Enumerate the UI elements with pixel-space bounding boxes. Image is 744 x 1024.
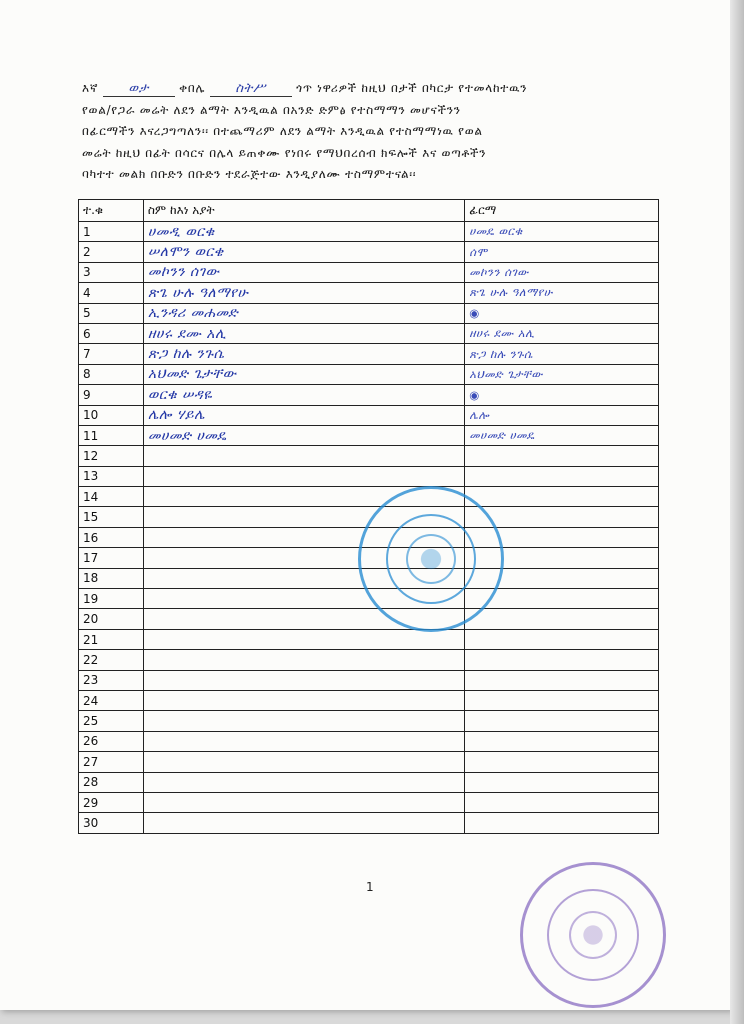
row-number (79, 385, 144, 405)
paragraph-line-3: በፊርማችን እናረጋግጣለን፡፡ በተጨማሪም ለደን ልማት እንዲዉል የተስማማነዉ የወል (82, 124, 483, 138)
table-row (79, 690, 659, 710)
row-number-text: 4 (83, 285, 91, 300)
row-number (79, 609, 144, 629)
row-number (79, 711, 144, 731)
row-signature (465, 690, 659, 710)
table-row (79, 242, 659, 262)
row-name-text: ሌሎ ሃይሌ (147, 407, 205, 424)
row-number-text: 17 (83, 550, 99, 565)
row-number (79, 487, 144, 507)
row-name-text: ሠለሞን ወርቄ (147, 244, 224, 261)
row-signature (465, 262, 659, 282)
blue-stamp-inner-ring (386, 514, 476, 604)
row-number (79, 548, 144, 568)
row-number (79, 731, 144, 751)
row-signature (465, 364, 659, 384)
header-number: ተ.ቁ (79, 200, 144, 222)
row-number-text: 5 (83, 306, 91, 321)
row-name (143, 262, 464, 282)
paragraph-line-2: የወል/የጋራ መሬት ለደን ልማት እንዲዉል በአንድ ድምፅ የተስማማን መሆናችንን (82, 102, 461, 117)
row-number (79, 242, 144, 262)
row-number-text: 18 (83, 571, 99, 586)
row-signature-text: ጽጋ ከሉ ንጉሴ (469, 346, 533, 361)
row-name (143, 792, 464, 812)
table-row (79, 446, 659, 466)
row-number-text: 20 (83, 612, 99, 627)
row-signature (465, 405, 659, 425)
table-row (79, 385, 659, 405)
row-name (143, 650, 464, 670)
row-name (143, 283, 464, 303)
table-row (79, 609, 659, 629)
signature-table (78, 199, 659, 834)
row-signature (465, 813, 659, 833)
table-row (79, 303, 659, 323)
row-number (79, 670, 144, 690)
row-name-text: ጽጋ ከሉ ንጉሴ (147, 346, 225, 363)
row-name (143, 813, 464, 833)
row-number-text: 25 (83, 714, 99, 729)
row-name (143, 446, 464, 466)
table-row (79, 283, 659, 303)
row-signature-text: ሀመዴ ወርቁ (469, 224, 523, 239)
table-row (79, 425, 659, 445)
row-number (79, 792, 144, 812)
purple-stamp-emblem (569, 911, 617, 959)
purple-stamp-inner-ring (547, 889, 639, 981)
row-name (143, 405, 464, 425)
row-number (79, 527, 144, 547)
row-signature (465, 466, 659, 486)
row-number-text: 22 (83, 652, 99, 667)
row-number-text: 11 (83, 428, 99, 443)
row-number (79, 222, 144, 242)
row-signature (465, 446, 659, 466)
row-number-text: 23 (83, 673, 99, 688)
row-name (143, 670, 464, 690)
row-name (143, 772, 464, 792)
row-signature (465, 242, 659, 262)
row-name (143, 364, 464, 384)
row-number-text: 14 (83, 489, 99, 504)
table-row (79, 262, 659, 282)
row-number-text: 30 (83, 816, 99, 831)
row-signature (465, 792, 659, 812)
row-name (143, 711, 464, 731)
row-number (79, 446, 144, 466)
row-signature (465, 711, 659, 731)
blue-official-stamp (358, 486, 504, 632)
row-signature (465, 323, 659, 343)
row-name (143, 323, 464, 343)
row-signature-text: ሌሎ (469, 407, 490, 422)
row-signature (465, 609, 659, 629)
row-number-text: 9 (83, 387, 91, 402)
agreement-paragraph (82, 78, 642, 186)
table-row (79, 405, 659, 425)
row-number (79, 752, 144, 772)
table-row (79, 792, 659, 812)
paragraph-line-1 (82, 78, 642, 100)
row-signature-text: ጽጌ ሁሉ ዓለማየሁ (469, 285, 553, 300)
row-number (79, 364, 144, 384)
table-row (79, 466, 659, 486)
row-number (79, 629, 144, 649)
row-number (79, 303, 144, 323)
row-signature-text: ሰሞ (469, 244, 488, 259)
row-signature (465, 731, 659, 751)
row-name-text: ወርቁ ሠዳዬ (147, 386, 213, 403)
header-name: ስም ከእነ አያት (143, 200, 464, 222)
kebele-fill-field: ወታ (103, 82, 175, 97)
row-number-text: 29 (83, 795, 99, 810)
row-number-text: 6 (83, 326, 91, 341)
row-name-text: መኮንን ሰገው (147, 264, 220, 281)
row-signature (465, 650, 659, 670)
row-number (79, 690, 144, 710)
row-name (143, 629, 464, 649)
row-signature-text: አህመድ ጌታቸው (469, 366, 543, 381)
row-number (79, 589, 144, 609)
row-signature (465, 385, 659, 405)
row-number (79, 568, 144, 588)
table-row (79, 670, 659, 690)
row-number-text: 12 (83, 448, 99, 463)
row-name-text: ዘሀሩ ደሙ አሊ (147, 325, 227, 342)
row-number-text: 7 (83, 347, 91, 362)
table-row (79, 344, 659, 364)
row-number-text: 1 (83, 224, 91, 239)
row-name (143, 731, 464, 751)
row-signature (465, 303, 659, 323)
table-header-row (79, 200, 659, 222)
table-row (79, 772, 659, 792)
row-name (143, 752, 464, 772)
row-signature-text: መኮንን ሰገው (469, 264, 529, 279)
scan-edge-shadow (730, 0, 744, 1024)
row-name (143, 466, 464, 486)
text-residents: ጎጥ ነዋሪዎች ከዚህ በታች በካርታ የተመላከተዉን (296, 81, 528, 95)
row-signature-text: ዘሀሩ ደሙ አሊ (469, 326, 535, 341)
row-number (79, 405, 144, 425)
row-signature (465, 670, 659, 690)
row-number (79, 283, 144, 303)
row-number (79, 323, 144, 343)
row-number (79, 650, 144, 670)
row-name (143, 344, 464, 364)
row-number-text: 27 (83, 754, 99, 769)
row-signature (465, 222, 659, 242)
row-number (79, 813, 144, 833)
row-name-text: አህመድ ጌታቸው (147, 366, 237, 383)
row-number (79, 262, 144, 282)
row-signature-text: ◉ (469, 306, 480, 321)
header-signature: ፊርማ (465, 200, 659, 222)
row-signature (465, 283, 659, 303)
table-row (79, 364, 659, 384)
table-row (79, 731, 659, 751)
row-number (79, 507, 144, 527)
table-row (79, 813, 659, 833)
row-name-text: ጽጌ ሁሉ ዓለማየሁ (147, 284, 249, 301)
row-number-text: 3 (83, 265, 91, 280)
text-we: እኛ (82, 81, 99, 95)
paragraph-line-5: ባካተተ መልክ በቡድን በቡድን ተደራጅተው እንዲያለሙ ተስማምተናል፡፡ (82, 167, 417, 181)
row-signature-text: መሀመድ ሀመዴ (469, 428, 535, 443)
row-number (79, 772, 144, 792)
table-row (79, 711, 659, 731)
row-number-text: 19 (83, 591, 99, 606)
blue-stamp-emblem (406, 534, 456, 584)
row-number-text: 24 (83, 693, 99, 708)
row-number-text: 28 (83, 775, 99, 790)
row-number-text: 15 (83, 510, 99, 525)
row-signature (465, 344, 659, 364)
row-name-text: መሀመድ ሀመዴ (147, 427, 227, 444)
row-number-text: 13 (83, 469, 99, 484)
row-name (143, 690, 464, 710)
table-row (79, 323, 659, 343)
table-row (79, 629, 659, 649)
purple-official-stamp (520, 862, 666, 1008)
row-signature-text: ◉ (469, 387, 480, 402)
row-signature (465, 629, 659, 649)
row-signature (465, 487, 659, 507)
table-row (79, 222, 659, 242)
row-signature (465, 772, 659, 792)
row-number (79, 344, 144, 364)
paragraph-line-4: መሬት ከዚህ በፊት በሳርና በሌላ ይጠቀሙ የነበሩ የማህበረሰብ ክፍሎች እና ወጣቶችን (82, 145, 487, 160)
row-number-text: 26 (83, 734, 99, 749)
page-number: 1 (366, 880, 374, 894)
table-row (79, 752, 659, 772)
row-number (79, 425, 144, 445)
row-name (143, 385, 464, 405)
table-row (79, 487, 659, 507)
row-name (143, 303, 464, 323)
table-row (79, 650, 659, 670)
row-signature (465, 425, 659, 445)
got-fill-field: ስትሥ (210, 82, 292, 97)
row-number-text: 21 (83, 632, 99, 647)
row-number-text: 16 (83, 530, 99, 545)
row-name (143, 222, 464, 242)
row-number-text: 10 (83, 408, 99, 423)
text-kebele: ቀበሌ (179, 81, 206, 95)
row-number-text: 2 (83, 245, 91, 260)
row-name (143, 425, 464, 445)
row-name (143, 242, 464, 262)
row-name-text: ኢንዳሪ መሐመድ (147, 305, 239, 322)
row-number-text: 8 (83, 367, 91, 382)
row-signature (465, 752, 659, 772)
row-name-text: ሀመዲ ወርቁ (147, 223, 215, 240)
row-number (79, 466, 144, 486)
